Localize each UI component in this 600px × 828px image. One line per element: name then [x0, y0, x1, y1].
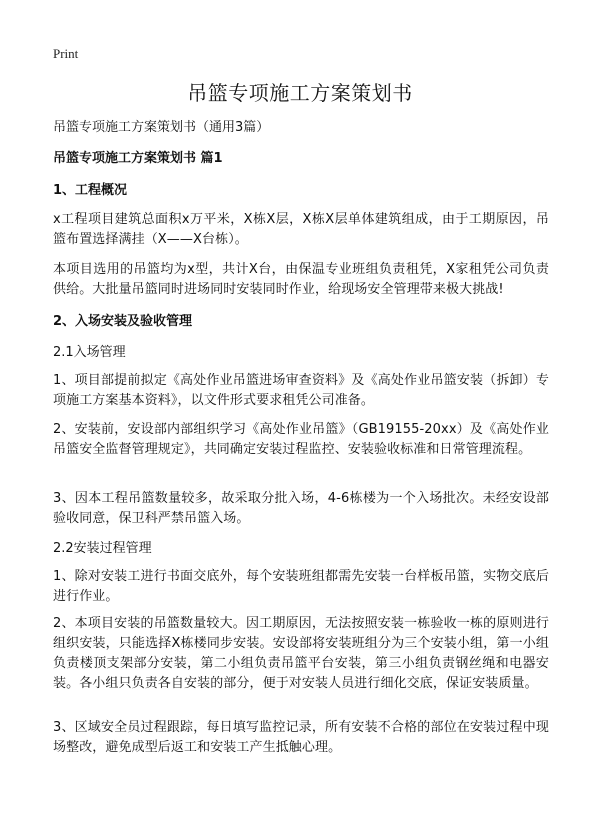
section-1-paragraph-1: x工程项目建筑总面积x万平米，X栋X层，X栋X层单体建筑组成，由于工期原因，吊篮布置选择满挂（X——X台栋）。 [53, 212, 549, 247]
document-title: 吊篮专项施工方案策划书 [187, 81, 413, 105]
subsection-2-1-paragraph-3: 3、因本工程吊篮数量较多，故采取分批入场，4-6栋楼为一个入场批次。未经安设部验收同意，保卫科严禁吊篮入场。 [53, 491, 549, 526]
subsection-2-2-paragraph-2: 2、本项目安装的吊篮数量较大。因工期原因，无法按照安装一栋验收一栋的原则进行组织安装，只能选择X栋楼同步安装。安设部将安装班组分为三个安装小组，第一小组负责楼顶支架部分安装，第二小组负责吊篮平台安装，第三小组负责钢丝绳和电器安装。各小组只负责各自安装的部分，便于对安装人员进行细化交底，保证安装质量。 [53, 616, 549, 691]
subsection-2-2-paragraph-1: 1、除对安装工进行书面交底外，每个安装班组都需先安装一台样板吊篮，实物交底后进行作业。 [53, 569, 549, 604]
subsection-2-2-paragraph-3: 3、区域安全员过程跟踪，每日填写监控记录，所有安装不合格的部位在安装过程中现场整改，避免成型后返工和安装工产生抵触心理。 [53, 720, 549, 755]
section-1-paragraph-2: 本项目选用的吊篮均为x型，共计X台，由保温专业班组负责租凭，X家租凭公司负责供给。大批量吊篮同时进场同时安装同时作业，给现场安全管理带来极大挑战! [53, 262, 549, 297]
section-2-heading: 2、入场安装及验收管理 [53, 314, 193, 329]
section-1-heading: 1、工程概况 [53, 183, 128, 198]
print-label: Print [53, 46, 79, 61]
subsection-2-1-heading: 2.1入场管理 [53, 345, 126, 360]
subsection-2-2-heading: 2.2安装过程管理 [53, 541, 152, 556]
subsection-2-1-paragraph-1: 1、项目部提前拟定《高处作业吊篮进场审查资料》及《高处作业吊篮安装（拆卸）专项施工方案基本资料》，以文件形式要求租凭公司准备。 [53, 373, 549, 408]
document-subtitle: 吊篮专项施工方案策划书（通用3篇） [53, 120, 270, 135]
subsection-2-1-paragraph-2: 2、安装前，安设部内部组织学习《高处作业吊篮》（GB19155-20xx）及《高处作业吊篮安全监督管理规定》，共同确定安装过程监控、安装验收标准和日常管理流程。 [53, 422, 549, 457]
part-heading: 吊篮专项施工方案策划书 篇1 [53, 151, 223, 166]
